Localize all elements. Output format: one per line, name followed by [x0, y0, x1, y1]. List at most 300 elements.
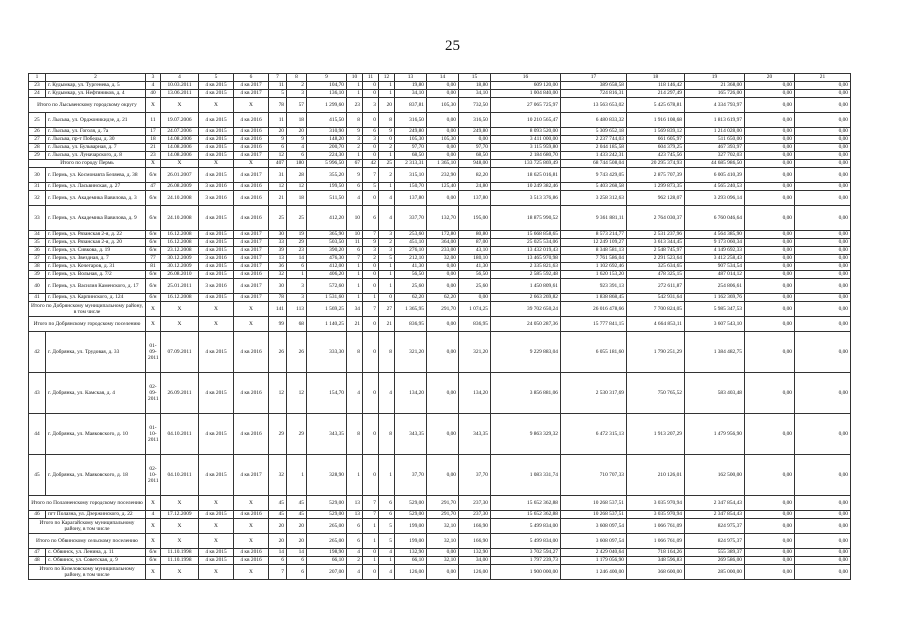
table-cell: 82,20 — [459, 168, 491, 183]
table-cell: 198,90 — [307, 549, 347, 557]
table-cell: 337,70 — [395, 206, 427, 231]
table-cell: 4 кв 2015 — [199, 332, 234, 373]
table-cell: 04.10.2011 — [161, 414, 199, 455]
table-cell: 66,10 — [395, 557, 427, 565]
table-cell: 0,00 — [745, 302, 795, 317]
table-cell: 14.08.2006 — [161, 136, 199, 144]
table-cell: 5 985 347,53 — [685, 302, 745, 317]
table-cell: 4 — [347, 565, 363, 580]
table-cell: 32 — [269, 455, 287, 496]
column-number-header: 3 — [146, 74, 161, 82]
table-cell: 750 765,52 — [627, 373, 685, 414]
table-cell: 25 — [379, 160, 395, 168]
subtotal-label: Итого по Карагайскому муниципальному району, в том числе — [29, 519, 146, 534]
table-cell: 4 334 793,97 — [685, 98, 745, 113]
table-cell: 25 025 534,06 — [491, 239, 561, 247]
table-cell: 0,00 — [427, 191, 459, 206]
table-cell: 1 — [287, 455, 307, 496]
table-cell: X — [161, 160, 199, 168]
address-cell: г. Лысьва, ул. Луначарского, д. 8 — [46, 152, 146, 160]
table-cell: 1 — [347, 455, 363, 496]
table-cell: б/н — [146, 206, 161, 231]
table-cell: 11 — [146, 113, 161, 128]
table-cell: 12 — [269, 183, 287, 191]
table-cell: 4 кв 2017 — [234, 82, 269, 90]
table-cell: 365,90 — [307, 231, 347, 239]
table-cell: 199,00 — [395, 519, 427, 534]
table-cell: 1 — [363, 294, 379, 302]
table-cell: 166,90 — [459, 519, 491, 534]
table-cell: 0 — [379, 294, 395, 302]
table-cell: 01-10-2011 — [146, 414, 161, 455]
table-cell: 6 — [269, 144, 287, 152]
table-cell: 25 — [269, 206, 287, 231]
table-cell: 7 — [363, 168, 379, 183]
table-cell: 2 531 237,96 — [627, 231, 685, 239]
table-cell: 423 745,56 — [627, 152, 685, 160]
table-row — [29, 90, 851, 98]
table-cell: 4 кв 2015 — [199, 511, 234, 519]
table-cell: 26.01.2007 — [161, 168, 199, 183]
table-cell: 210 126,01 — [627, 455, 685, 496]
column-number-header: 20 — [745, 74, 795, 82]
table-cell: X — [199, 160, 234, 168]
table-cell: 23 — [146, 152, 161, 160]
table-cell: 34,10 — [395, 90, 427, 98]
table-cell: 19,80 — [395, 82, 427, 90]
table-cell: 32 — [269, 271, 287, 279]
column-number-header: 14 — [427, 74, 459, 82]
table-cell: 02-09-2011 — [146, 373, 161, 414]
table-cell: 1 — [287, 271, 307, 279]
table-cell: 529,00 — [395, 511, 427, 519]
table-cell: 0,00 — [745, 113, 795, 128]
column-number-header: 1 — [29, 74, 46, 82]
table-cell: 0,00 — [795, 302, 851, 317]
table-row — [29, 557, 851, 565]
table-cell: 20 295 374,93 — [627, 160, 685, 168]
column-number-header: 11 — [363, 74, 379, 82]
table-cell: 316,50 — [459, 113, 491, 128]
table-cell: X — [199, 534, 234, 549]
table-cell: 451,10 — [395, 239, 427, 247]
table-cell: 487 014,12 — [685, 271, 745, 279]
table-cell: X — [161, 98, 199, 113]
table-cell: 1 433 242,31 — [561, 152, 627, 160]
table-cell: 21 — [146, 144, 161, 152]
table-cell: 41,30 — [459, 263, 491, 271]
table-cell: 412,20 — [307, 206, 347, 231]
table-cell: 14 — [287, 255, 307, 263]
table-cell: 4 кв 2016 — [234, 549, 269, 557]
table-cell: 4 кв 2017 — [234, 239, 269, 247]
table-cell: 4 кв 2015 — [199, 136, 234, 144]
table-cell: 1 — [347, 263, 363, 271]
table-cell: 3 258 312,63 — [561, 191, 627, 206]
table-row — [29, 206, 851, 231]
table-cell: 32,10 — [427, 534, 459, 549]
table-cell: 321,20 — [459, 332, 491, 373]
table-cell: 1 — [379, 152, 395, 160]
table-cell: 35 — [29, 239, 46, 247]
table-cell: 2 — [379, 239, 395, 247]
table-cell: 12 — [287, 183, 307, 191]
table-cell: 4 кв 2016 — [234, 206, 269, 231]
address-cell: г. Лысьва, пр-т Победы, д. 30 — [46, 136, 146, 144]
table-cell: 6 — [287, 565, 307, 580]
table-cell: 17 — [146, 128, 161, 136]
table-cell: 0 — [363, 317, 379, 332]
table-cell: 5 — [379, 255, 395, 263]
table-cell: 14.08.2006 — [161, 144, 199, 152]
table-cell: 3 293 096,14 — [685, 191, 745, 206]
table-cell: 237,30 — [459, 496, 491, 511]
table-cell: 18 — [146, 136, 161, 144]
table-cell: 1 162 369,76 — [685, 294, 745, 302]
table-cell: 39 — [269, 247, 287, 255]
table-cell: 97,70 — [395, 144, 427, 152]
subtotal-row — [29, 565, 851, 580]
table-cell: 126,00 — [459, 565, 491, 580]
table-cell: 724 816,31 — [561, 90, 627, 98]
table-cell: 3 513 376,86 — [491, 191, 561, 206]
table-cell: 37,70 — [395, 455, 427, 496]
table-cell: X — [146, 160, 161, 168]
table-cell: 529,00 — [395, 496, 427, 511]
column-number-header: 15 — [459, 74, 491, 82]
table-cell: 23.12.2008 — [161, 247, 199, 255]
table-cell: 0,00 — [427, 144, 459, 152]
table-cell: 333,30 — [307, 332, 347, 373]
table-cell: 710 707,33 — [561, 455, 627, 496]
table-cell: 4 кв 2015 — [199, 247, 234, 255]
table-cell: 3 — [287, 90, 307, 98]
table-cell: 2 335 821,63 — [491, 263, 561, 271]
table-cell: 389 658,58 — [561, 82, 627, 90]
table-cell: 609 120,00 — [491, 82, 561, 90]
table-cell: 0 — [363, 263, 379, 271]
table-cell: 732,50 — [459, 98, 491, 113]
table-cell: 56,50 — [459, 271, 491, 279]
table-cell: 133 725 869,49 — [491, 160, 561, 168]
table-cell: 291,70 — [427, 302, 459, 317]
table-cell: 0 — [363, 332, 379, 373]
table-cell: 0,00 — [427, 373, 459, 414]
table-cell: 315,10 — [395, 168, 427, 183]
table-cell: X — [199, 565, 234, 580]
table-cell: 154,70 — [307, 373, 347, 414]
table-cell: 4 кв 2016 — [234, 183, 269, 191]
table-cell: 4 — [347, 549, 363, 557]
table-cell: 0,00 — [745, 82, 795, 90]
subtotal-row — [29, 519, 851, 534]
table-cell: 31 — [269, 168, 287, 183]
table-cell: 0,00 — [427, 279, 459, 294]
table-row — [29, 271, 851, 279]
table-cell: 1 — [379, 90, 395, 98]
table-cell: 126,00 — [395, 565, 427, 580]
table-cell: 0 — [363, 90, 379, 98]
table-cell: X — [161, 565, 199, 580]
table-cell: 7 761 586,04 — [561, 255, 627, 263]
table-cell: 12 — [269, 152, 287, 160]
table-cell: 923 391,13 — [561, 279, 627, 294]
table-cell: 30.12.2009 — [161, 263, 199, 271]
address-cell: г. Пермь, ул. Вольная, д. 7/2 — [46, 271, 146, 279]
table-cell: 12 — [269, 373, 287, 414]
address-cell: г. Добрянка, ул. Маяковского, д. 10 — [46, 414, 146, 455]
table-cell: 4 — [287, 144, 307, 152]
table-cell: 4 кв 2015 — [199, 90, 234, 98]
table-cell: 20 — [269, 128, 287, 136]
table-cell: 232,90 — [427, 168, 459, 183]
table-cell: X — [199, 302, 234, 317]
table-cell: 4 — [379, 206, 395, 231]
table-cell: 4 — [146, 511, 161, 519]
table-cell: 47 — [146, 183, 161, 191]
table-cell: 1 — [379, 557, 395, 565]
table-cell: 2 237 744,03 — [561, 136, 627, 144]
table-cell: 25 — [29, 113, 46, 128]
table-cell: 1 — [347, 294, 363, 302]
table-cell: 0,00 — [795, 373, 851, 414]
column-number-header: 2 — [46, 74, 146, 82]
address-cell: г. Пермь, ул. Звездная, д. 7 — [46, 255, 146, 263]
table-cell: 4 кв 2015 — [199, 271, 234, 279]
table-cell: 3 кв 2016 — [199, 191, 234, 206]
address-cell: г. Пермь, ул. Рязанская 2-я, д. 20 — [46, 239, 146, 247]
table-cell: 2 347 854,43 — [685, 496, 745, 511]
table-cell: 0 — [363, 113, 379, 128]
table-cell: 41,30 — [395, 263, 427, 271]
table-cell: X — [146, 496, 161, 511]
table-row — [29, 82, 851, 90]
table-cell: 0,00 — [795, 168, 851, 183]
table-cell: 34 — [29, 231, 46, 239]
table-cell: 529,00 — [307, 511, 347, 519]
table-cell: 0,00 — [427, 332, 459, 373]
table-cell: 718 164,26 — [627, 549, 685, 557]
table-cell: 7 — [347, 255, 363, 263]
table-cell: 43 — [29, 373, 46, 414]
table-cell: 36 — [269, 263, 287, 271]
table-cell: 199,00 — [395, 534, 427, 549]
table-cell: 3 608 097,54 — [561, 519, 627, 534]
table-cell: 78 — [269, 98, 287, 113]
table-cell: 4 564 385,90 — [685, 231, 745, 239]
table-cell: X — [161, 519, 199, 534]
table-cell: 254 806,61 — [685, 279, 745, 294]
table-cell: 29 — [287, 239, 307, 247]
table-cell: 0 — [363, 279, 379, 294]
table-cell: 33 — [269, 239, 287, 247]
table-cell: 0,00 — [795, 271, 851, 279]
table-cell: 6 — [347, 534, 363, 549]
table-cell: 21 368,00 — [685, 82, 745, 90]
table-cell: 3 115 959,80 — [491, 144, 561, 152]
table-cell: 0,00 — [745, 98, 795, 113]
table-cell: 13 563 653,02 — [561, 98, 627, 113]
table-cell: 19.07.2006 — [161, 113, 199, 128]
table-cell: 0,00 — [459, 136, 491, 144]
table-cell: 5 — [363, 183, 379, 191]
table-cell: X — [161, 317, 199, 332]
table-cell: 6 — [363, 128, 379, 136]
table-cell: 195,00 — [459, 206, 491, 231]
column-number-header: 18 — [627, 74, 685, 82]
table-cell: 0,00 — [427, 128, 459, 136]
table-cell: 368 600,00 — [627, 565, 685, 580]
table-cell: 3 — [287, 279, 307, 294]
table-cell: 4 149 692,33 — [685, 247, 745, 255]
table-cell: 7 — [363, 302, 379, 317]
table-cell: 0,00 — [795, 191, 851, 206]
column-number-header: 4 — [161, 74, 199, 82]
table-cell: 0,00 — [795, 206, 851, 231]
table-cell: 4 кв 2016 — [234, 144, 269, 152]
table-cell: 4 кв 2015 — [199, 231, 234, 239]
table-cell: б/н — [146, 557, 161, 565]
table-cell: X — [234, 317, 269, 332]
table-cell: 604 379,25 — [627, 144, 685, 152]
table-cell: 0 — [363, 414, 379, 455]
table-cell: 412,00 — [307, 263, 347, 271]
table-cell: 836,95 — [395, 317, 427, 332]
table-cell: 9 863 329,32 — [491, 414, 561, 455]
table-cell: 343,35 — [459, 414, 491, 455]
table-cell: 0,00 — [795, 113, 851, 128]
table-cell: 20 — [379, 98, 395, 113]
table-cell: 07.09.2011 — [161, 332, 199, 373]
table-cell: 42 — [363, 160, 379, 168]
table-cell: 45 — [287, 496, 307, 511]
table-cell: 2 663 269,82 — [491, 294, 561, 302]
table-cell: 4 — [379, 549, 395, 557]
table-cell: 661 605,97 — [627, 136, 685, 144]
table-cell: 2 548 745,97 — [627, 247, 685, 255]
table-cell: 6 — [287, 263, 307, 271]
table-cell: 1 — [347, 152, 363, 160]
table-cell: 214 297,49 — [627, 90, 685, 98]
table-cell: 30 — [269, 231, 287, 239]
table-cell: 6 — [347, 247, 363, 255]
table-cell: 0,00 — [427, 90, 459, 98]
table-cell: 4 — [347, 373, 363, 414]
table-cell: 10 249 382,46 — [491, 183, 561, 191]
subtotal-row — [29, 160, 851, 168]
table-cell: 3 412 258,43 — [685, 255, 745, 263]
address-cell: г. Пермь, ул. Академика Вавилова, д. 3 — [46, 191, 146, 206]
table-cell: 13 465 970,98 — [491, 255, 561, 263]
table-cell: 37 — [29, 255, 46, 263]
table-cell: 0,00 — [795, 239, 851, 247]
table-cell: 0,00 — [745, 263, 795, 271]
table-cell: 0 — [379, 136, 395, 144]
table-cell: 4 кв 2015 — [199, 152, 234, 160]
table-cell: 9 743 429,05 — [561, 168, 627, 183]
table-cell: 0,00 — [427, 271, 459, 279]
table-cell: 1 365,10 — [427, 160, 459, 168]
table-cell: 4 кв 2017 — [234, 255, 269, 263]
table-cell: X — [199, 317, 234, 332]
table-cell: 31 — [29, 183, 46, 191]
table-cell: 1 — [379, 271, 395, 279]
table-cell: 166,90 — [459, 534, 491, 549]
table-cell: 20 — [269, 519, 287, 534]
table-cell: 0 — [363, 191, 379, 206]
table-cell: 285 000,00 — [685, 565, 745, 580]
table-cell: 18 875 990,52 — [491, 206, 561, 231]
column-number-row — [29, 74, 851, 82]
table-cell: 30.12.2009 — [161, 255, 199, 263]
table-cell: 948,00 — [459, 160, 491, 168]
table-cell: 134,20 — [459, 373, 491, 414]
table-cell: 0,00 — [745, 191, 795, 206]
address-cell: г. Лысьва, ул. Бульварная, д. 7 — [46, 144, 146, 152]
table-cell: 26 — [29, 128, 46, 136]
table-cell: 200,70 — [307, 144, 347, 152]
table-cell: 0,00 — [795, 183, 851, 191]
table-cell: 10 210 565,47 — [491, 113, 561, 128]
table-cell: 212,10 — [395, 255, 427, 263]
table-row — [29, 136, 851, 144]
table-cell: 4 кв 2015 — [199, 82, 234, 90]
table-cell: 2 — [379, 144, 395, 152]
table-cell: 0,00 — [745, 160, 795, 168]
address-cell: г. Пермь, ул. Ласьвинская, д. 27 — [46, 183, 146, 191]
table-cell: 134,20 — [395, 373, 427, 414]
table-cell: 3 035 970,94 — [627, 511, 685, 519]
table-cell: 25 — [287, 206, 307, 231]
table-cell: 3 кв 2016 — [199, 255, 234, 263]
table-cell: б/н — [146, 279, 161, 294]
table-cell: X — [146, 302, 161, 317]
table-cell: 77 — [146, 255, 161, 263]
table-cell: 132,90 — [395, 549, 427, 557]
table-cell: 4 кв 2015 — [199, 168, 234, 183]
table-cell: 68,50 — [459, 152, 491, 160]
table-cell: 8 348 581,13 — [561, 247, 627, 255]
table-cell: 0,00 — [795, 128, 851, 136]
table-cell: 3 — [363, 136, 379, 144]
table-cell: 0 — [363, 144, 379, 152]
table-cell: 62,20 — [427, 294, 459, 302]
table-cell: 7 — [363, 231, 379, 239]
table-cell: 26.09.2011 — [161, 373, 199, 414]
table-cell: 0 — [363, 82, 379, 90]
table-row — [29, 414, 851, 455]
table-cell: 8 573 214,77 — [561, 231, 627, 239]
table-cell: 26 016 478,66 — [561, 302, 627, 317]
table-cell: X — [146, 98, 161, 113]
table-cell: 327 702,03 — [685, 152, 745, 160]
table-cell: б/н — [146, 191, 161, 206]
table-cell: 5 499 834,00 — [491, 534, 561, 549]
table-cell: X — [161, 534, 199, 549]
table-cell: 6 480 833,32 — [561, 113, 627, 128]
table-cell: 0 — [363, 549, 379, 557]
table-cell: 0,00 — [745, 247, 795, 255]
table-cell: 355,20 — [307, 168, 347, 183]
table-cell: 45 — [287, 511, 307, 519]
table-cell: 20 — [269, 534, 287, 549]
table-cell: 29 — [29, 152, 46, 160]
table-row — [29, 263, 851, 271]
table-cell: 24.10.2008 — [161, 191, 199, 206]
table-cell: 21 — [347, 317, 363, 332]
table-cell: 583 403,48 — [685, 373, 745, 414]
table-cell: 4 кв 2016 — [234, 113, 269, 128]
